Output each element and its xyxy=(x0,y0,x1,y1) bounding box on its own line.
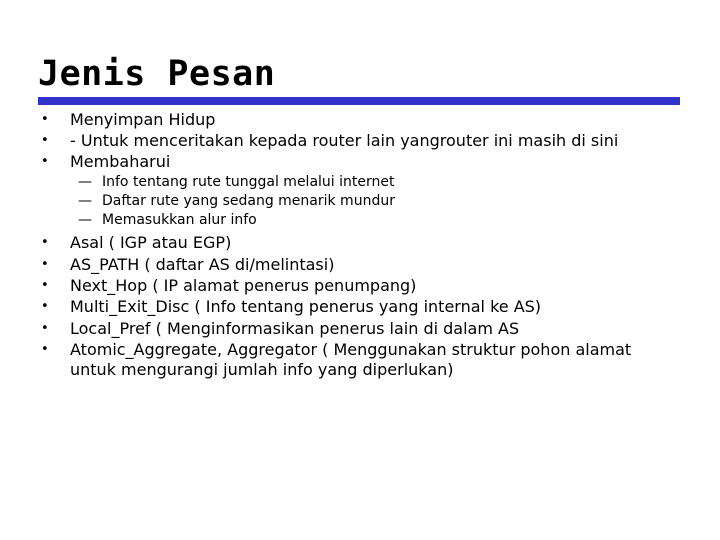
list-item-text: Menyimpan Hidup xyxy=(70,110,216,129)
list-item-text: Multi_Exit_Disc ( Info tentang penerus yang internal ke AS) xyxy=(70,297,542,316)
list-item-text: Atomic_Aggregate, Aggregator ( Menggunakan struktur pohon alamat xyxy=(70,340,632,359)
bullet-icon: • xyxy=(41,235,49,250)
dash-icon: — xyxy=(78,212,92,228)
slide-title: Jenis Pesan xyxy=(38,54,276,94)
bullet-icon: • xyxy=(41,154,49,169)
bullet-icon: • xyxy=(41,342,49,357)
bullet-icon: • xyxy=(41,299,49,314)
bullet-icon: • xyxy=(41,257,49,272)
list-item-continuation-text: untuk mengurangi jumlah info yang diperlukan) xyxy=(70,360,454,379)
dash-icon: — xyxy=(78,193,92,209)
list-item-text: Next_Hop ( IP alamat penerus penumpang) xyxy=(70,276,417,295)
sub-list-item-text: Daftar rute yang sedang menarik mundur xyxy=(102,193,395,209)
list-item-text: Membaharui xyxy=(70,152,171,171)
bullet-icon: • xyxy=(41,112,49,127)
dash-icon: — xyxy=(78,174,92,190)
bullet-icon: • xyxy=(41,278,49,293)
list-item-text: Asal ( IGP atau EGP) xyxy=(70,233,232,252)
sub-list-item-text: Memasukkan alur info xyxy=(102,212,257,228)
list-item-text: Local_Pref ( Menginformasikan penerus lain di dalam AS xyxy=(70,319,520,338)
bullet-icon: • xyxy=(41,133,49,148)
bullet-icon: • xyxy=(41,321,49,336)
list-item-text: - Untuk menceritakan kepada router lain yangrouter ini masih di sini xyxy=(70,131,619,150)
list-item-text: AS_PATH ( daftar AS di/melintasi) xyxy=(70,255,335,274)
sub-list-item-text: Info tentang rute tunggal melalui internet xyxy=(102,174,395,190)
